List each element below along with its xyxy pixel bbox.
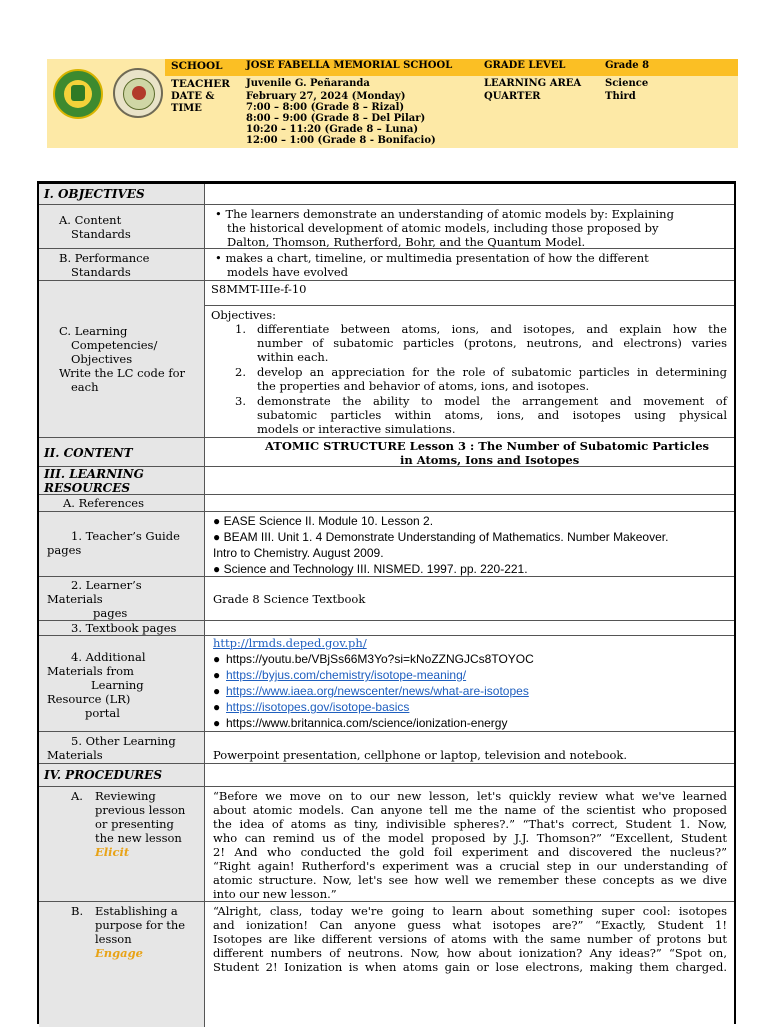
learners-materials-cell	[205, 577, 734, 620]
lc-code-cell	[205, 281, 734, 306]
procedures-heading-row	[39, 764, 734, 787]
content-standards-text: the historical development of atomic models, including those proposed by	[227, 221, 659, 235]
learners-materials-label: 2. Learner’s	[71, 578, 142, 592]
procedure-a-label: or presenting	[95, 817, 174, 831]
content-title-cell	[205, 438, 734, 466]
empty-cell	[205, 621, 734, 635]
bullet: ●	[213, 684, 221, 698]
reference-item: ● EASE Science II. Module 10. Lesson 2.	[213, 514, 434, 528]
procedure-a-line: into our new lesson.”	[213, 887, 337, 901]
competencies-label-cell	[39, 281, 205, 437]
content-standards-text: • The learners demonstrate an understanding of atomic models by: Explaining	[215, 207, 674, 221]
lesson-title: ATOMIC STRUCTURE Lesson 3 : The Number of Subatomic Particles	[265, 439, 709, 453]
bullet: ●	[213, 716, 221, 730]
resources-heading-row	[39, 467, 734, 495]
additional-materials-row	[39, 636, 734, 732]
additional-materials-label: Materials from	[47, 664, 134, 678]
deped-seal-logo	[113, 68, 163, 118]
empty-cell	[205, 467, 734, 494]
content-standards-label: Standards	[71, 227, 131, 241]
teachers-guide-label: pages	[47, 543, 82, 557]
objectives-title: Objectives:	[211, 308, 276, 322]
procedure-letter: B.	[71, 904, 84, 918]
additional-materials-label-cell	[39, 636, 205, 731]
learners-materials-label-cell	[39, 577, 205, 620]
objective-line: differentiate between atoms, ions, and isotopes, and explain how the	[257, 322, 727, 336]
textbook-row	[39, 621, 734, 636]
procedure-a-label: previous lesson	[95, 803, 186, 817]
procedure-b-label: lesson	[95, 932, 132, 946]
procedure-a-line: “Before we move on to our new lesson, let's quickly review what we've learned	[213, 789, 727, 803]
procedure-b-line: and ionization! Can anyone guess what isotopes are?” “Exactly, Student 1!	[213, 918, 727, 932]
quarter-value: Third	[605, 91, 636, 102]
performance-standards-row	[39, 249, 734, 281]
objective-line: the properties and behavior of atoms, ions, and isotopes.	[257, 379, 590, 393]
procedure-b-label: purpose for the	[95, 918, 186, 932]
procedures-heading-cell	[39, 764, 205, 786]
objectives-heading: I. OBJECTIVES	[44, 187, 145, 201]
procedure-b-label-cell	[39, 902, 205, 1027]
bullet: ●	[213, 652, 221, 666]
content-standards-label-cell	[39, 205, 205, 248]
procedure-b-line: different numbers of neutrons. Now, how about ionization? Any ideas?” “Spot on,	[213, 946, 727, 960]
references-label-cell	[39, 495, 205, 511]
iaea-link[interactable]: https://www.iaea.org/newscenter/news/what-are-isotopes	[226, 684, 529, 698]
date-time-label-1: DATE &	[171, 91, 215, 102]
objective-line: demonstrate the ability to model the arrangement and movement of	[257, 394, 727, 408]
procedure-a-row	[39, 787, 734, 902]
procedure-a-line: “Right again! Rutherford's experiment was a crucial step in our understanding of	[213, 859, 727, 873]
procedure-letter: A.	[71, 789, 83, 803]
additional-materials-label: Resource (LR)	[47, 692, 131, 706]
lesson-plan-table	[37, 181, 736, 1024]
competencies-text-cell	[205, 281, 734, 437]
textbook-label-cell	[39, 621, 205, 635]
procedures-heading: IV. PROCEDURES	[44, 768, 162, 782]
lesson-plan-header	[47, 59, 738, 148]
other-materials-value: Powerpoint presentation, cellphone or laptop, television and notebook.	[213, 748, 628, 762]
reference-item: Intro to Chemistry. August 2009.	[213, 546, 384, 560]
school-seal-logo	[53, 69, 103, 119]
youtube-link[interactable]: https://youtu.be/VBjSs66M3Yo?si=kNoZZNGJCs8TOYOC	[226, 652, 534, 666]
learning-area-value: Science	[605, 78, 649, 89]
content-standards-text: Dalton, Thomson, Rutherford, Bohr, and the Quantum Model.	[227, 235, 586, 249]
school-value: JOSE FABELLA MEMORIAL SCHOOL	[246, 60, 453, 71]
procedure-b-label: Establishing a	[95, 904, 178, 918]
objectives-heading-row	[39, 184, 734, 205]
other-materials-cell	[205, 732, 734, 763]
content-standards-row	[39, 205, 734, 249]
bullet: ●	[213, 700, 221, 714]
learners-materials-value: Grade 8 Science Textbook	[213, 592, 366, 606]
objective-line: develop an appreciation for the role of subatomic particles in determining	[257, 365, 727, 379]
performance-standards-label-cell	[39, 249, 205, 280]
learners-materials-label: Materials	[47, 592, 103, 606]
performance-standards-text-cell	[205, 249, 734, 280]
empty-cell	[205, 764, 734, 786]
procedure-b-line: Isotopes are like different versions of atoms with the same number of protons but	[213, 932, 727, 946]
resources-heading: RESOURCES	[44, 481, 131, 495]
britannica-link[interactable]: https://www.britannica.com/science/ionization-energy	[226, 716, 508, 730]
quarter-label: QUARTER	[484, 91, 541, 102]
time-line: 10:20 – 11:20 (Grade 8 – Luna)	[246, 124, 419, 135]
competencies-label: C. Learning	[59, 324, 128, 338]
other-materials-label: 5. Other Learning	[71, 734, 176, 748]
content-heading: II. CONTENT	[44, 446, 133, 460]
procedure-a-line: about atomic models. Can anyone tell me the name of the scientist who proposed	[213, 803, 727, 817]
procedure-a-line: who can remind us of the model proposed by J.J. Thomson?” “Excellent, Student	[213, 831, 727, 845]
school-label: SCHOOL	[171, 60, 223, 72]
time-line: 7:00 – 8:00 (Grade 8 – Rizal)	[246, 102, 405, 113]
empty-cell	[205, 184, 734, 204]
lesson-title: in Atoms, Ions and Isotopes	[400, 453, 580, 467]
time-line: 8:00 – 9:00 (Grade 8 – Del Pilar)	[246, 113, 426, 124]
objective-number: 3.	[235, 394, 246, 408]
objective-line: within each.	[257, 350, 329, 364]
content-row	[39, 438, 734, 467]
performance-standards-text: • makes a chart, timeline, or multimedia presentation of how the different	[215, 251, 649, 265]
logo-area	[47, 59, 165, 148]
other-materials-row	[39, 732, 734, 764]
grade-level-value: Grade 8	[605, 60, 650, 71]
lrmds-link[interactable]: http://lrmds.deped.gov.ph/	[213, 636, 367, 650]
objective-line: models or interactive simulations.	[257, 422, 456, 436]
competencies-row	[39, 281, 734, 438]
procedure-b-text-cell	[205, 902, 734, 1027]
procedure-b-line: Student 2! Ionization is when atoms gain or lose electrons, making them charged.	[213, 960, 727, 974]
procedure-a-text-cell	[205, 787, 734, 901]
procedure-a-label-cell	[39, 787, 205, 901]
competencies-label: Competencies/	[71, 338, 158, 352]
engage-phase-label: Engage	[95, 946, 143, 960]
teacher-value: Juvenile G. Peñaranda	[246, 78, 370, 89]
content-heading-cell	[39, 438, 205, 466]
teachers-guide-cell	[205, 512, 734, 576]
teachers-guide-row	[39, 512, 734, 577]
procedure-b-line: “Alright, class, today we're going to learn about something super cool: isotopes	[213, 904, 727, 918]
date-line: February 27, 2024 (Monday)	[246, 91, 406, 102]
procedure-a-line: 2! And who conducted the gold foil experiment and discovered the nucleus?”	[213, 845, 727, 859]
objective-line: subatomic particles within atoms, ions, and isotopes using physical	[257, 408, 727, 422]
references-label: A. References	[63, 496, 144, 510]
date-time-label-2: TIME	[171, 103, 202, 114]
teachers-guide-label-cell	[39, 512, 205, 576]
learning-area-label: LEARNING AREA	[484, 78, 582, 89]
additional-materials-label: portal	[85, 706, 120, 720]
isotopes-gov-link[interactable]: https://isotopes.gov/isotope-basics	[226, 700, 410, 714]
resources-heading-cell	[39, 467, 205, 494]
reference-item: ● Science and Technology III. NISMED. 1997. pp. 220-221.	[213, 562, 528, 576]
empty-cell	[205, 495, 734, 511]
objective-number: 1.	[235, 322, 246, 336]
procedure-a-label: the new lesson	[95, 831, 182, 845]
other-materials-label: Materials	[47, 748, 103, 762]
learners-materials-row	[39, 577, 734, 621]
objective-number: 2.	[235, 365, 246, 379]
competencies-label: Objectives	[71, 352, 133, 366]
procedure-a-line: the idea of atoms as tiny, indivisible spheres?.” “That's correct, Student 1. Now,	[213, 817, 727, 831]
reference-item: ● BEAM III. Unit 1. 4 Demonstrate Understanding of Mathematics. Number Makeover.	[213, 530, 669, 544]
elicit-phase-label: Elicit	[95, 845, 130, 859]
procedure-b-row	[39, 902, 734, 1027]
performance-standards-label: Standards	[71, 265, 131, 279]
grade-level-label: GRADE LEVEL	[484, 60, 566, 71]
performance-standards-text: models have evolved	[227, 265, 349, 279]
objectives-heading-cell	[39, 184, 205, 204]
additional-materials-label: 4. Additional	[71, 650, 146, 664]
time-line: 12:00 – 1:00 (Grade 8 - Bonifacio)	[246, 135, 436, 146]
competencies-label: each	[71, 380, 99, 394]
references-row	[39, 495, 734, 512]
learners-materials-label: pages	[93, 606, 128, 620]
textbook-label: 3. Textbook pages	[71, 621, 177, 635]
byjus-link[interactable]: https://byjus.com/chemistry/isotope-meaning/	[226, 668, 467, 682]
other-materials-label-cell	[39, 732, 205, 763]
procedure-a-label: Reviewing	[95, 789, 156, 803]
content-standards-text-cell	[205, 205, 734, 248]
lc-code: S8MMT-IIIe-f-10	[211, 282, 307, 296]
resources-heading: III. LEARNING	[44, 467, 144, 481]
additional-materials-cell	[205, 636, 734, 731]
procedure-a-line: atomic structure. Now, let's see how well we remember these concepts as we dive	[213, 873, 727, 887]
additional-materials-label: Learning	[91, 678, 144, 692]
competencies-label: Write the LC code for	[59, 366, 186, 380]
performance-standards-label: B. Performance	[59, 251, 150, 265]
bullet: ●	[213, 668, 221, 682]
teacher-label: TEACHER	[171, 78, 230, 90]
teachers-guide-label: 1. Teacher’s Guide	[71, 529, 180, 543]
content-standards-label: A. Content	[59, 213, 122, 227]
objective-line: number of subatomic particles (protons, neutrons, and electrons) varies	[257, 336, 727, 350]
